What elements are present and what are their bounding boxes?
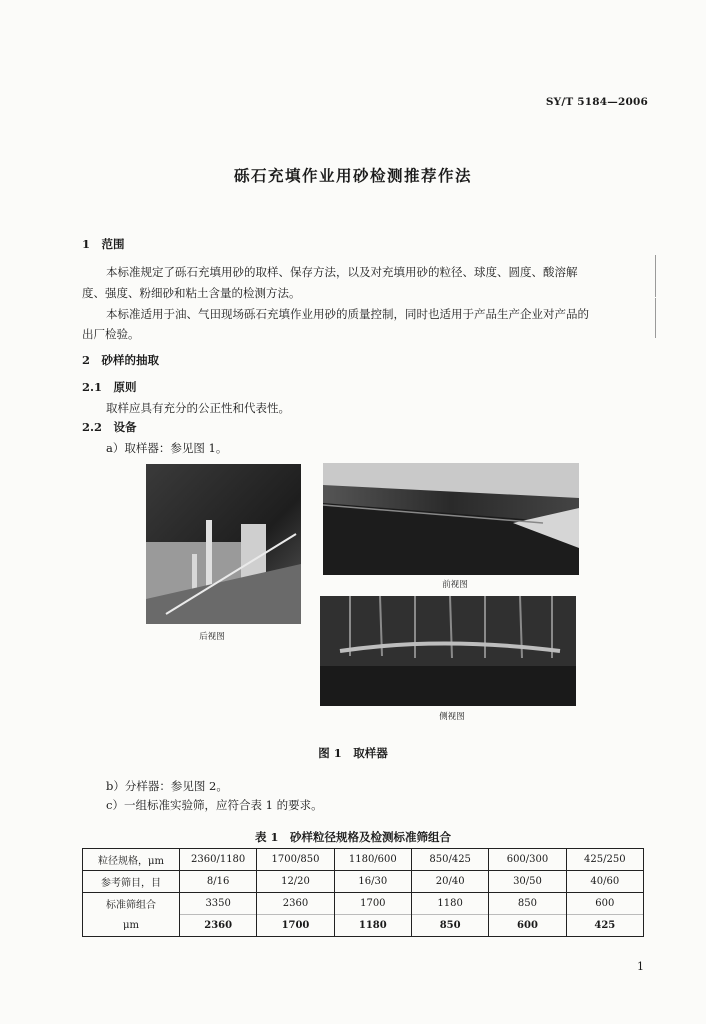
list-item-c: c）一组标准实验筛，应符合表 1 的要求。 <box>106 798 323 812</box>
row-header: μm <box>83 915 180 937</box>
table-cell: 600 <box>489 915 566 937</box>
table-cell: 1700 <box>257 915 334 937</box>
caption-side-view: 侧视图 <box>439 712 465 722</box>
paragraph-line: 本标准规定了砾石充填用砂的取样、保存方法，以及对充填用砂的粒径、球度、圆度、酸溶解 <box>106 265 578 279</box>
section-2-2-heading: 2.2 设备 <box>82 420 137 434</box>
standard-number: SY/T 5184—2006 <box>545 96 648 108</box>
section-2-heading: 2 砂样的抽取 <box>82 353 160 367</box>
margin-bar <box>655 298 656 338</box>
photo-rear-view <box>146 464 301 624</box>
section-1-heading: 1 范围 <box>82 237 125 251</box>
table-cell: 1180/600 <box>334 849 411 871</box>
table-cell: 600 <box>566 893 643 915</box>
table-cell: 2360 <box>180 915 257 937</box>
caption-front-view: 前视图 <box>442 580 468 590</box>
paragraph-line: 度、强度、粉细砂和粘土含量的检测方法。 <box>82 286 301 300</box>
table-cell: 16/30 <box>334 871 411 893</box>
row-header: 参考筛目，目 <box>83 871 180 893</box>
table-cell: 20/40 <box>411 871 488 893</box>
table-cell: 2360/1180 <box>180 849 257 871</box>
table-1-caption: 表 1 砂样粒径规格及检测标准筛组合 <box>254 830 451 844</box>
list-item-a: a）取样器：参见图 1。 <box>106 441 228 455</box>
table-cell: 425 <box>566 915 643 937</box>
photo-front-view <box>323 463 579 575</box>
paragraph-line: 取样应具有充分的公正性和代表性。 <box>106 401 290 415</box>
table-cell: 1700/850 <box>257 849 334 871</box>
document-title: 砾石充填作业用砂检测推荐作法 <box>233 166 472 185</box>
table-cell: 12/20 <box>257 871 334 893</box>
table-cell: 600/300 <box>489 849 566 871</box>
sieve-spec-table <box>82 848 644 937</box>
table-row <box>83 915 644 937</box>
paragraph-line: 本标准适用于油、气田现场砾石充填作业用砂的质量控制，同时也适用于产品生产企业对产品的 <box>106 307 589 321</box>
table-cell: 8/16 <box>180 871 257 893</box>
page-number: 1 <box>637 960 644 973</box>
table-row <box>83 849 644 871</box>
row-header: 粒径规格，μm <box>83 849 180 871</box>
caption-rear-view: 后视图 <box>199 632 225 642</box>
table-cell: 1700 <box>334 893 411 915</box>
table-cell: 30/50 <box>489 871 566 893</box>
table-row <box>83 893 644 915</box>
table-cell: 850 <box>489 893 566 915</box>
table-cell: 425/250 <box>566 849 643 871</box>
table-cell: 1180 <box>334 915 411 937</box>
figure-1-caption: 图 1 取样器 <box>318 746 388 760</box>
paragraph-line: 出厂检验。 <box>82 327 140 341</box>
list-item-b: b）分样器：参见图 2。 <box>106 779 228 793</box>
table-cell: 850 <box>411 915 488 937</box>
table-cell: 1180 <box>411 893 488 915</box>
table-row <box>83 871 644 893</box>
table-cell: 40/60 <box>566 871 643 893</box>
table-cell: 3350 <box>180 893 257 915</box>
table-cell: 2360 <box>257 893 334 915</box>
photo-side-view <box>320 596 576 706</box>
table-cell: 850/425 <box>411 849 488 871</box>
row-header: 标准筛组合 <box>83 893 180 915</box>
margin-bar <box>655 255 656 297</box>
section-2-1-heading: 2.1 原则 <box>82 380 137 394</box>
